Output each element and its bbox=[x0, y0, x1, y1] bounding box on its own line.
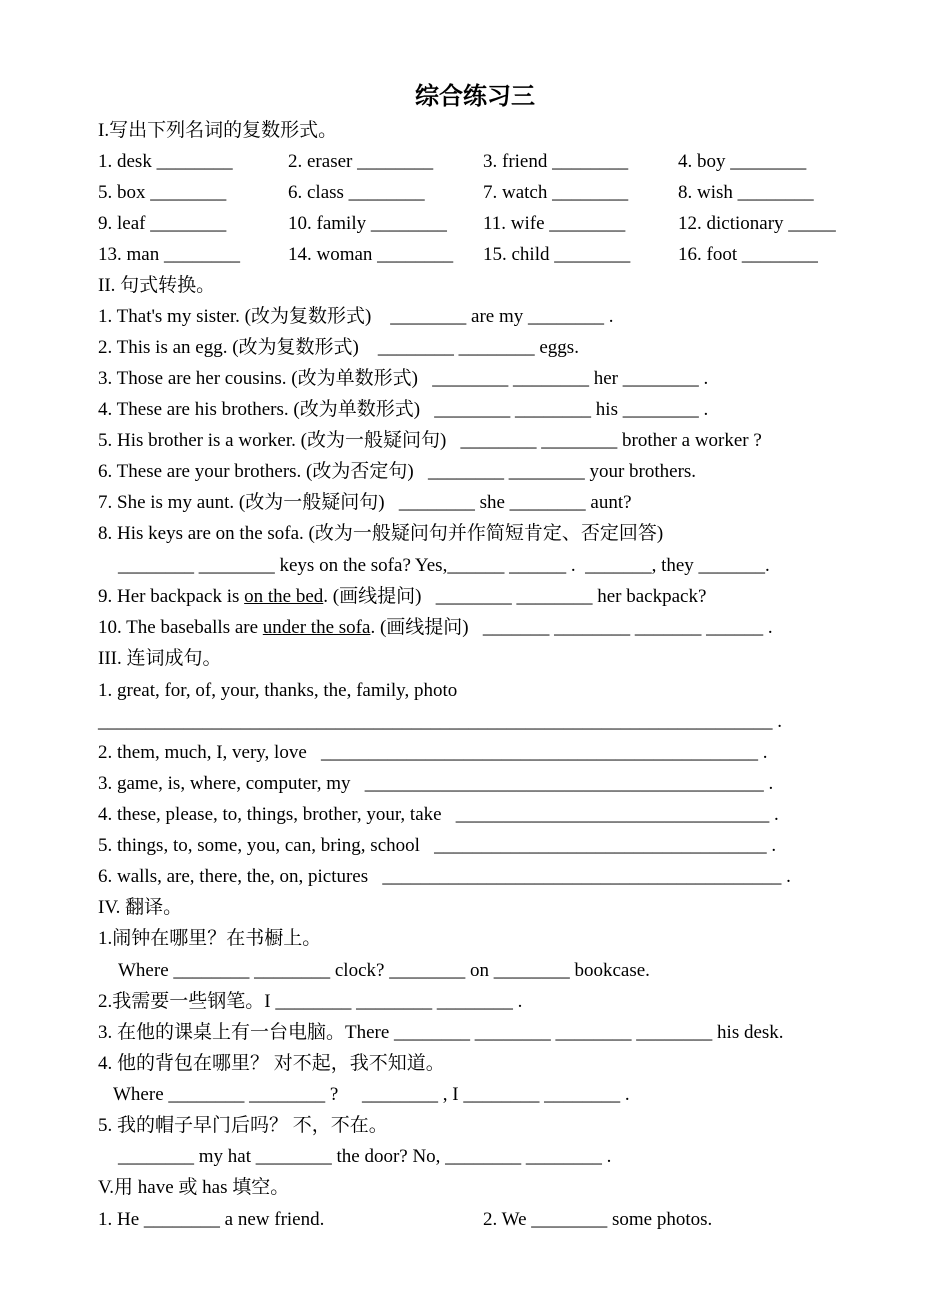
plural-item: 10. family ________ bbox=[288, 213, 447, 234]
word-order-item: 2. them, much, I, very, love ______________________________________________ . bbox=[98, 742, 768, 763]
translate-question: 5. 我的帽子早门后吗？ 不，不在。 bbox=[98, 1115, 388, 1136]
plural-item: 16. foot ________ bbox=[678, 244, 818, 265]
plural-item: 5. box ________ bbox=[98, 182, 227, 203]
fill-item: 1. He ________ a new friend. bbox=[98, 1209, 325, 1230]
plural-item: 3. friend ________ bbox=[483, 151, 629, 172]
item-9-post: . (画线提问) ________ ________ her backpack? bbox=[323, 586, 707, 607]
transform-item: 7. She is my aunt. (改为一般疑问句) ________ she ________ aunt? bbox=[98, 492, 632, 513]
transform-answer: ________ ________ keys on the sofa? Yes,______ ______ . _______, they _______. bbox=[118, 555, 770, 576]
translate-question: 2.我需要一些钢笔。I ________ ________ ________ . bbox=[98, 991, 523, 1012]
transform-item: 3. Those are her cousins. (改为单数形式) ________ ________ her ________ . bbox=[98, 368, 709, 389]
worksheet-title: 综合练习三 bbox=[415, 84, 535, 110]
plural-item: 4. boy ________ bbox=[678, 151, 807, 172]
word-order-item: 1. great, for, of, your, thanks, the, family, photo bbox=[98, 680, 458, 701]
item-9-pre: 9. Her backpack is bbox=[98, 586, 245, 607]
transform-item: 8. His keys are on the sofa. (改为一般疑问句并作简短肯定、否定回答) bbox=[98, 523, 664, 544]
plural-item: 1. desk ________ bbox=[98, 151, 233, 172]
word-order-answer-line: _______________________________________________________________________ . bbox=[98, 711, 782, 732]
word-order-item: 4. these, please, to, things, brother, your, take _________________________________ . bbox=[98, 804, 779, 825]
plural-item: 15. child ________ bbox=[483, 244, 631, 265]
transform-item-9 bbox=[98, 583, 706, 611]
item-10-post: . (画线提问) _______ ________ _______ ______ . bbox=[370, 617, 773, 638]
translate-answer: Where ________ ________ clock? ________ on ________ bookcase. bbox=[118, 960, 650, 981]
item-10-underlined: under the sofa bbox=[262, 617, 371, 638]
item-9-underlined: on the bed bbox=[244, 586, 324, 607]
translate-answer: ________ my hat ________ the door? No, ________ ________ . bbox=[118, 1146, 612, 1167]
plural-item: 11. wife ________ bbox=[483, 213, 626, 234]
transform-item: 6. These are your brothers. (改为否定句) ________ ________ your brothers. bbox=[98, 461, 697, 482]
plural-item: 9. leaf ________ bbox=[98, 213, 227, 234]
plural-item: 7. watch ________ bbox=[483, 182, 629, 203]
translate-answer: Where ________ ________ ? ________ , I ________ ________ . bbox=[113, 1084, 630, 1105]
fill-item: 2. We ________ some photos. bbox=[483, 1209, 713, 1230]
section-3-heading: III. 连词成句。 bbox=[98, 648, 222, 669]
item-10-pre: 10. The baseballs are bbox=[98, 617, 263, 638]
word-order-item: 3. game, is, where, computer, my __________________________________________ . bbox=[98, 773, 774, 794]
section-1-heading: I.写出下列名词的复数形式。 bbox=[98, 120, 338, 141]
word-order-item: 6. walls, are, there, the, on, pictures __________________________________________ . bbox=[98, 866, 791, 887]
transform-item-10 bbox=[98, 614, 773, 642]
section-2-heading: II. 句式转换。 bbox=[98, 275, 216, 296]
translate-question: 3. 在他的课桌上有一台电脑。There ________ ________ ________ ________ his desk. bbox=[98, 1022, 784, 1043]
plural-item: 6. class ________ bbox=[288, 182, 425, 203]
transform-item: 5. His brother is a worker. (改为一般疑问句) ________ ________ brother a worker ? bbox=[98, 430, 762, 451]
plural-item: 2. eraser ________ bbox=[288, 151, 434, 172]
translate-question: 4. 他的背包在哪里？ 对不起，我不知道。 bbox=[98, 1053, 445, 1074]
transform-item: 1. That's my sister. (改为复数形式) ________ are my ________ . bbox=[98, 306, 614, 327]
section-4-heading: IV. 翻译。 bbox=[98, 897, 183, 918]
plural-item: 12. dictionary _____ bbox=[678, 213, 836, 234]
word-order-item: 5. things, to, some, you, can, bring, school ___________________________________ . bbox=[98, 835, 777, 856]
plural-item: 8. wish ________ bbox=[678, 182, 814, 203]
plural-item: 13. man ________ bbox=[98, 244, 240, 265]
section-5-heading: V.用 have 或 has 填空。 bbox=[98, 1177, 290, 1198]
transform-item: 2. This is an egg. (改为复数形式) ________ ________ eggs. bbox=[98, 337, 579, 358]
plural-item: 14. woman ________ bbox=[288, 244, 454, 265]
translate-question: 1.闹钟在哪里？在书橱上。 bbox=[98, 928, 322, 949]
transform-item: 4. These are his brothers. (改为单数形式) ________ ________ his ________ . bbox=[98, 399, 709, 420]
